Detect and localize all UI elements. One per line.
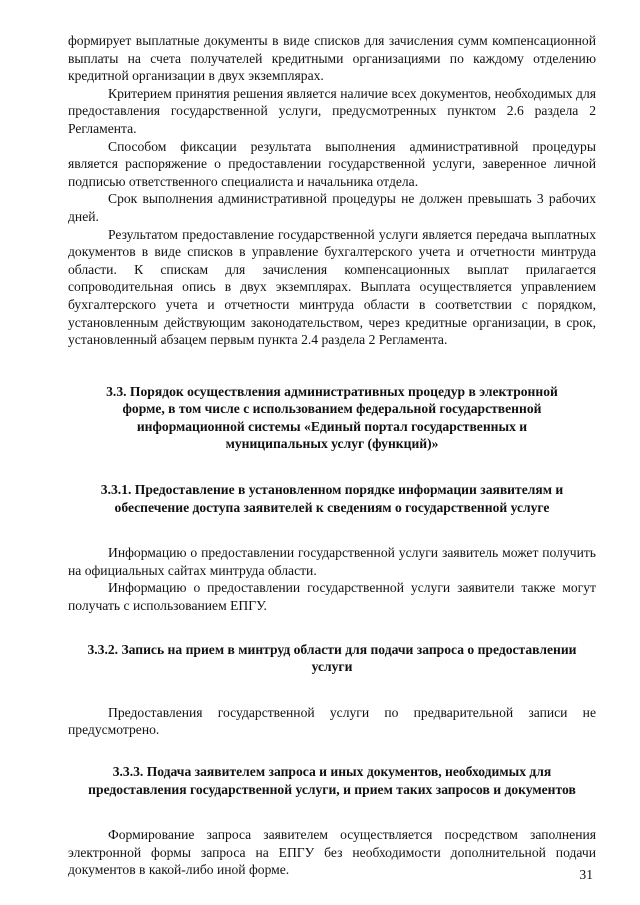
body-paragraph: формирует выплатные документы в виде списков для зачисления сумм компенсационной выплаты на счета получателей кредитными организациями по каждому отделению кредитной организации в двух экземплярах. bbox=[68, 33, 596, 84]
page-number: 31 bbox=[579, 867, 593, 882]
body-paragraph: Предоставления государственной услуги по предварительной записи не предусмотрено. bbox=[68, 704, 596, 738]
document-page bbox=[68, 32, 596, 879]
body-paragraph: Результатом предоставление государственной услуги является передача выплатных документов в виде списков в управление бухгалтерского учета и отчетности минтруда области. К спискам для зачисления компенсационных выплат прилагается сопроводительная опись в двух экземплярах. Выплата осуществляется управлением бухгалтерского учета и отчетности минтруда области в соответствии с порядком, установленным действующим законодательством, через кредитные организации, в срок, установленный абзацем первым пункта 2.4 раздела 2 Регламента. bbox=[68, 226, 596, 348]
section-heading-3-3: 3.3. Порядок осуществления административных процедур в электронной форме, в том числе с использованием федеральной государственной информационной системы «Единый портал государственных и муниципальных услуг (функций)» bbox=[106, 383, 558, 452]
body-paragraph: Формирование запроса заявителем осуществляется посредством заполнения электронной формы запроса на ЕПГУ без необходимости дополнительной подачи документов в какой-либо иной форме. bbox=[68, 827, 596, 878]
body-paragraph: Информацию о предоставлении государственной услуги заявители также могут получать с использованием ЕПГУ. bbox=[68, 580, 596, 614]
body-paragraph: Информацию о предоставлении государственной услуги заявитель может получить на официальных сайтах минтруда области. bbox=[68, 545, 596, 578]
section-heading-3-3-2: 3.3.2. Запись на прием в минтруд области для подачи запроса о предоставлении услуги bbox=[87, 641, 577, 675]
section-heading-3-3-1: 3.3.1. Предоставление в установленном порядке информации заявителям и обеспечение доступа заявителей к сведениям о государственной услуге bbox=[100, 482, 564, 515]
body-paragraph: Критерием принятия решения является наличие всех документов, необходимых для предоставления государственной услуги, предусмотренных пунктом 2.6 раздела 2 Регламента. bbox=[68, 85, 596, 136]
body-paragraph: Срок выполнения административной процедуры не должен превышать 3 рабочих дней. bbox=[68, 191, 596, 224]
body-paragraph: Способом фиксации результата выполнения административной процедуры является распоряжение о предоставлении государственной услуги, заверенное личной подписью ответственного специалиста и начальника отдела. bbox=[68, 138, 596, 189]
section-heading-3-3-3: 3.3.3. Подача заявителем запроса и иных документов, необходимых для предоставления государственной услуги, и прием таких запросов и документов bbox=[88, 764, 576, 797]
